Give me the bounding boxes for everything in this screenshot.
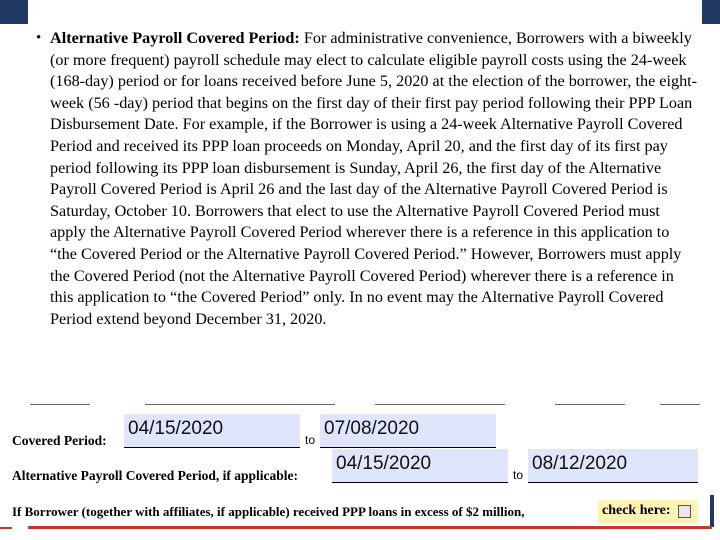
- covered-period-label: Covered Period:: [12, 433, 107, 448]
- bottom-accent-line: [28, 526, 712, 529]
- slide-left-edge: [0, 495, 12, 529]
- alt-end-input[interactable]: 08/12/2020: [528, 449, 698, 483]
- top-bar-accent-right: [702, 0, 720, 24]
- alt-payroll-paragraph: [50, 28, 698, 330]
- covered-start-input[interactable]: 04/15/2020: [124, 414, 300, 448]
- covered-to-text: to: [305, 433, 316, 447]
- alt-to-text: to: [513, 468, 524, 482]
- paragraph-heading: Alternative Payroll Covered Period:: [50, 29, 300, 47]
- clipped-form-row: [20, 396, 710, 410]
- paragraph-body: For administrative convenience, Borrowers with a biweekly (or more frequent) payroll schedule may elect to calculate eligible payroll costs using the 24-week (168-day) period or for loans received before June 5, 2020 at the election of the borrower, the eight-week (56 -day) period that begins on the first day of their first pay period following their PPP Loan Disbursement Date. For example, if the Borrower is using a 24-week Alternative Payroll Covered Period and received its PPP loan proceeds on Monday, April 20, and the first day of its first pay period following its PPP loan disbursement is Sunday, April 26, the first day of the Alternative Payroll Covered Period is April 26 and the last day of the Alternative Payroll Covered Period is Saturday, October 10. Borrowers that elect to use the Alternative Payroll Covered Period must apply the Alternative Payroll Covered Period wherever there is a reference in this application to “the Covered Period or the Alternative Payroll Covered Period.” However, Borrowers must apply the Covered Period (not the Alternative Payroll Covered Period) wherever there is a reference in this application to “the Covered Period” only. In no event may the Alternative Payroll Covered Period extend beyond December 31, 2020.: [50, 29, 698, 328]
- alt-start-input[interactable]: 04/15/2020: [332, 449, 508, 483]
- slide-right-edge: [710, 495, 714, 527]
- check-here-label: check here:: [602, 503, 671, 518]
- top-bar: [0, 0, 720, 24]
- alt-period-label: Alternative Payroll Covered Period, if applicable:: [12, 468, 298, 483]
- bullet-marker: •: [36, 30, 42, 46]
- ppp-excess-checkbox[interactable]: [678, 505, 691, 518]
- ppp-excess-label: If Borrower (together with affiliates, if applicable) received PPP loans in excess of $2 million,: [12, 504, 525, 519]
- top-bar-accent-left: [0, 0, 28, 24]
- covered-end-input[interactable]: 07/08/2020: [320, 414, 496, 448]
